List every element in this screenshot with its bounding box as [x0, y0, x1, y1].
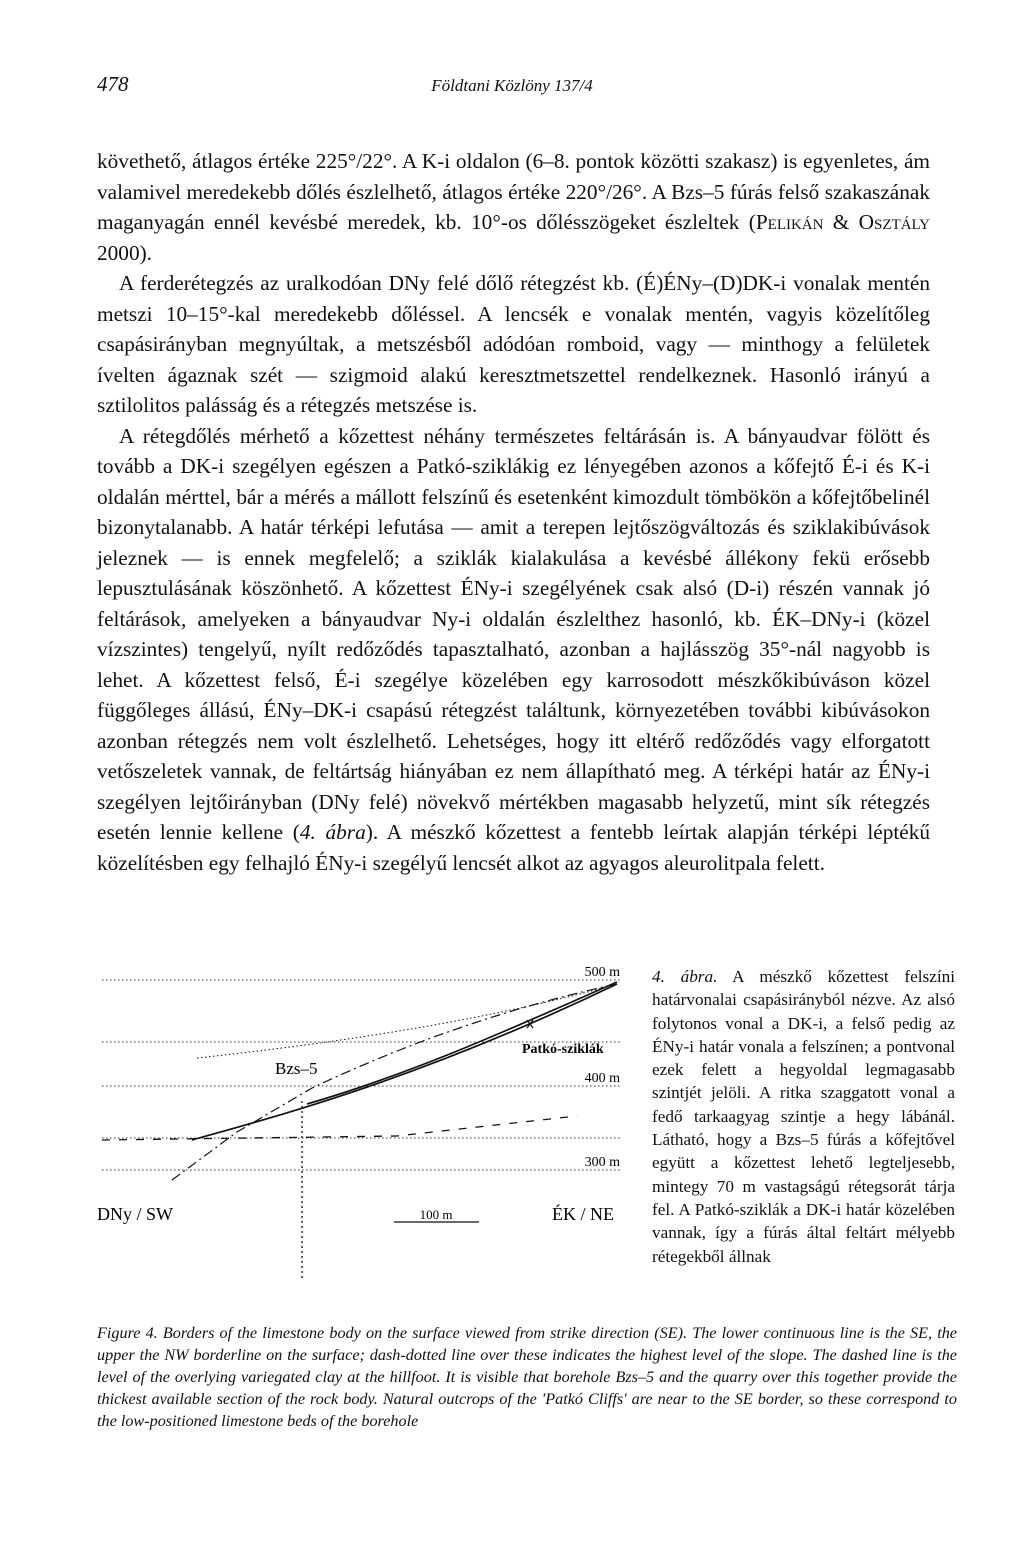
- paragraph-3: A rétegdőlés mérhető a kőzettest néhány természetes feltárásán is. A bányaudvar fölött és tovább a DK-i szegélyen egészen a Patkó-sziklákig ez lényegében azonos a kőfejtő É-i és K-i oldalán mérttel, bár a mérés a mállott felszínű és esetenként kimozdult tömbökön a kőfejtőbelinél bizonytalanabb. A határ térképi lefutása — amit a terepen lejtőszögváltozás és sziklakibúvások jeleznek — is ennek megfelelő; a sziklák kialakulása a kevésbé állékony fekü erősebb lepusztulásának köszönhető. A kőzettest ÉNy-i szegélyének csak alsó (D-i) részén vannak jó feltárások, amelyeken a bányaudvar Ny-i oldalán észlelthez hasonló, kb. ÉK–DNy-i (közel vízszintes) tengelyű, nyílt redőződés tapasztalható, azonban a hajlásszög 35°-nál nagyobb is lehet. A kőzettest felső, É-i szegélye közelében egy karrosodott mészkőkibúváson közel függőleges állású, ÉNy–DK-i csapású rétegzést találtunk, környezetében további kibúvásokon azonban rétegzés nem volt észlelhető. Lehetséges, hogy itt eltérő redőződés vagy elforgatott vetőszeletek vannak, de feltártság hiányában ez nem állapítható meg. A térképi határ az ÉNy-i szegélyen lejtőirányban (DNy felé) növekvő mértékben magasabb helyzetű, mint sík rétegzés esetén lennie kellene (4. ábra). A mészkő kőzettest a fentebb leírtak alapján térképi léptékű közelítésben egy felhajló ÉNy-i szegélyű lencsét alkot az agyagos aleurolitpala felett.: [97, 423, 931, 875]
- highest-slope-line: [172, 984, 617, 1180]
- patko-label: Patkó-sziklák: [522, 1042, 604, 1057]
- caption-figure-number: 4. ábra.: [652, 967, 718, 986]
- figure-caption-hungarian: 4. ábra. A mészkő kőzettest felszíni határvonalai csapásirányból nézve. Az alsó folytonos vonal a DK-i, a felső pedig az ÉNy-i határ vonala a felszínen; a pontvonal ezek felett a hegyoldal legmagasabb szintjét jelöli. A ritka szaggatott vonal a fedő tarkaagyag szintje a hegy lábánál. Látható, hogy a Bzs–5 fúrás a kőfejtővel együtt a kőzettest lehető legteljesebb, mintegy 70 m vastagságú rétegsorát tárja fel. A Patkó-sziklák a DK-i határ közelében vannak, így a fúrás által feltárt mélyebb rétegekből állnak: [652, 967, 955, 1266]
- direction-label-ne: ÉK / NE: [552, 1204, 614, 1224]
- paragraph-2: A ferderétegzés az uralkodóan DNy felé dőlő rétegzést kb. (É)ÉNy–(D)DK-i vonalak mentén metszi 10–15°-kal meredekebb dőléssel. A lencsék e vonalak mentén, vagyis közelítőleg csapásirányban megnyúltak, a metszésből adódóan romboid, vagy — minthogy a felületek ívelten ágaznak szét — szigmoid alakú keresztmetszettel rendelkeznek. Hasonló irányú a sztilolitos palásság és a rétegzés metszése is.: [97, 271, 930, 417]
- elevation-label-300: 300 m: [584, 1155, 620, 1170]
- page-header: [97, 72, 927, 112]
- journal-title: Földtani Közlöny 137/4: [431, 76, 593, 95]
- figure-4: [97, 958, 637, 1298]
- scale-label: 100 m: [419, 1207, 453, 1222]
- figure-reference: 4. ábra: [299, 820, 366, 844]
- figure-caption-english: Figure 4. Borders of the limestone body on the surface viewed from strike direction (SE). The lower continuous line is the SE, the upper the NW borderline on the surface; dash-dotted line over these indicates the highest level of the slope. The dashed line is the level of the overlying variegated clay at the hillfoot. It is visible that borehole Bzs–5 and the quarry over this together provide the thickest available section of the rock body. Natural outcrops of the 'Patkó Cliffs' are near to the SE border, so these correspond to the low-positioned limestone beds of the borehole: [97, 1324, 957, 1430]
- se-border-line: [192, 984, 617, 1140]
- author-pelikan: Pelikán: [755, 210, 824, 234]
- elevation-label-500: 500 m: [584, 965, 620, 980]
- direction-label-sw: DNy / SW: [97, 1204, 173, 1224]
- borehole-label: Bzs–5: [275, 1059, 318, 1078]
- page-number: 478: [97, 72, 129, 96]
- clay-level-line: [102, 1116, 577, 1140]
- body-text: [97, 146, 930, 878]
- paragraph-1: követhető, átlagos értéke 225°/22°. A K-i oldalon (6–8. pontok közötti szakasz) is egyenletes, ám valamivel meredekebb dőlés észlelhető, átlagos értéke 220°/26°. A Bzs–5 fúrás felső szakaszának maganyagán ennél kevésbé meredek, kb. 10°-os dőlésszögeket észleltek (Pelikán & Osztály 2000).: [97, 149, 931, 265]
- author-osztaly: Osztály: [858, 210, 931, 234]
- elevation-label-400: 400 m: [584, 1071, 620, 1086]
- figure-4-diagram: [97, 958, 637, 1298]
